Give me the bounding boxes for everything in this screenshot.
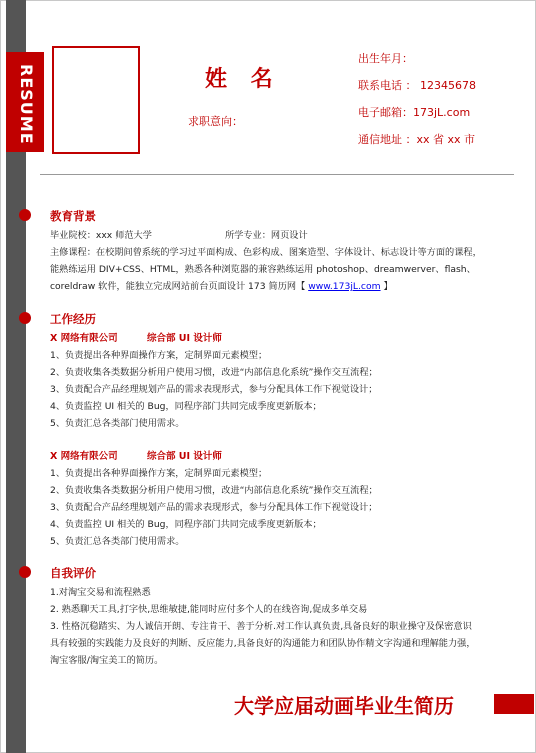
photo-frame bbox=[52, 46, 140, 154]
courses-text: coreldraw 软件，能独立完成网站前台页面设计 173 简历网【 bbox=[50, 281, 306, 292]
self-eval-line: 2. 熟悉聊天工具,打字快,思维敏捷,能同时应付多个人的在线咨询,促成多单交易 bbox=[50, 604, 368, 615]
self-eval-line: 3. 性格沉稳踏实、为人诚信开朗、专注肯干、善于分析.对工作认真负责,具备良好的职业操守及保密意识 bbox=[50, 621, 472, 632]
education-title: 教育背景 bbox=[50, 209, 96, 223]
education-courses-line: 能熟练运用 DIV+CSS、HTML，熟悉各种浏览器的兼容熟练运用 photoshop、dreamwerver、flash、 bbox=[50, 264, 476, 275]
job-dept: 综合部 UI 设计师 bbox=[147, 333, 222, 344]
education-school: 毕业院校：xxx 师范大学 bbox=[50, 230, 152, 241]
job-duty: 4、负责监控 UI 相关的 Bug，同程序部门共同完成季度更新版本； bbox=[50, 519, 322, 530]
section-bullet-icon bbox=[19, 566, 31, 578]
contact-value: xx 省 xx 市 bbox=[416, 133, 476, 146]
job-duty: 1、负责提出各种界面操作方案，定制界面元素模型； bbox=[50, 468, 268, 479]
footer-title: 大学应届动画毕业生简历 bbox=[234, 694, 454, 718]
courses-text: 】 bbox=[383, 281, 393, 292]
contact-label: 出生年月： bbox=[358, 52, 413, 65]
job-intent-label: 求职意向： bbox=[188, 115, 243, 128]
education-courses-line: 主修课程：在校期间曾系统的学习过平面构成、色彩构成、图案造型、字体设计、标志设计等方面的课程， bbox=[50, 247, 482, 258]
job-duty: 1、负责提出各种界面操作方案，定制界面元素模型； bbox=[50, 350, 268, 361]
contact-address bbox=[358, 131, 475, 147]
job-duty: 3、负责配合产品经理规划产品的需求表现形式，参与分配具体工作下视觉设计； bbox=[50, 502, 378, 513]
contact-label: 电子邮箱： bbox=[358, 106, 413, 119]
section-bullet-icon bbox=[19, 209, 31, 221]
job-company: X 网络有限公司 bbox=[50, 451, 118, 462]
job-duty: 4、负责监控 UI 相关的 Bug，同程序部门共同完成季度更新版本； bbox=[50, 401, 322, 412]
self-eval-title: 自我评价 bbox=[50, 566, 96, 580]
contact-phone bbox=[358, 77, 476, 93]
contact-birthdate bbox=[358, 50, 413, 66]
contact-value: 12345678 bbox=[420, 79, 476, 92]
job-duty: 2、负责收集各类数据分析用户使用习惯，改进“内部信息化系统”操作交互流程； bbox=[50, 367, 378, 378]
job-duty: 2、负责收集各类数据分析用户使用习惯，改进“内部信息化系统”操作交互流程； bbox=[50, 485, 378, 496]
job-duty: 5、负责汇总各类部门使用需求。 bbox=[50, 536, 185, 547]
self-eval-line: 淘宝客服/淘宝美工的简历。 bbox=[50, 655, 164, 666]
header-divider bbox=[40, 174, 514, 175]
job-duty: 3、负责配合产品经理规划产品的需求表现形式，参与分配具体工作下视觉设计； bbox=[50, 384, 378, 395]
education-courses-line bbox=[50, 278, 393, 292]
footer-accent-bar bbox=[494, 694, 534, 714]
contact-email bbox=[358, 104, 470, 120]
education-major: 所学专业：网页设计 bbox=[225, 230, 308, 241]
website-link[interactable]: www.173jL.com bbox=[308, 281, 381, 292]
self-eval-line: 具有较强的实践能力及良好的判断、反应能力,具备良好的沟通能力和团队协作精文字沟通和理解能力强， bbox=[50, 638, 476, 649]
self-eval-line: 1.对淘宝交易和流程熟悉 bbox=[50, 587, 151, 598]
section-bullet-icon bbox=[19, 312, 31, 324]
contact-label: 通信地址 ： bbox=[358, 133, 417, 146]
job-dept: 综合部 UI 设计师 bbox=[147, 451, 222, 462]
contact-value: 173jL.com bbox=[413, 106, 471, 119]
contact-label: 联系电话 ： bbox=[358, 79, 417, 92]
job-duty: 5、负责汇总各类部门使用需求。 bbox=[50, 418, 185, 429]
candidate-name: 姓 名 bbox=[205, 67, 281, 92]
work-title: 工作经历 bbox=[50, 312, 96, 326]
resume-label: RESUME bbox=[17, 64, 36, 145]
job-company: X 网络有限公司 bbox=[50, 333, 118, 344]
